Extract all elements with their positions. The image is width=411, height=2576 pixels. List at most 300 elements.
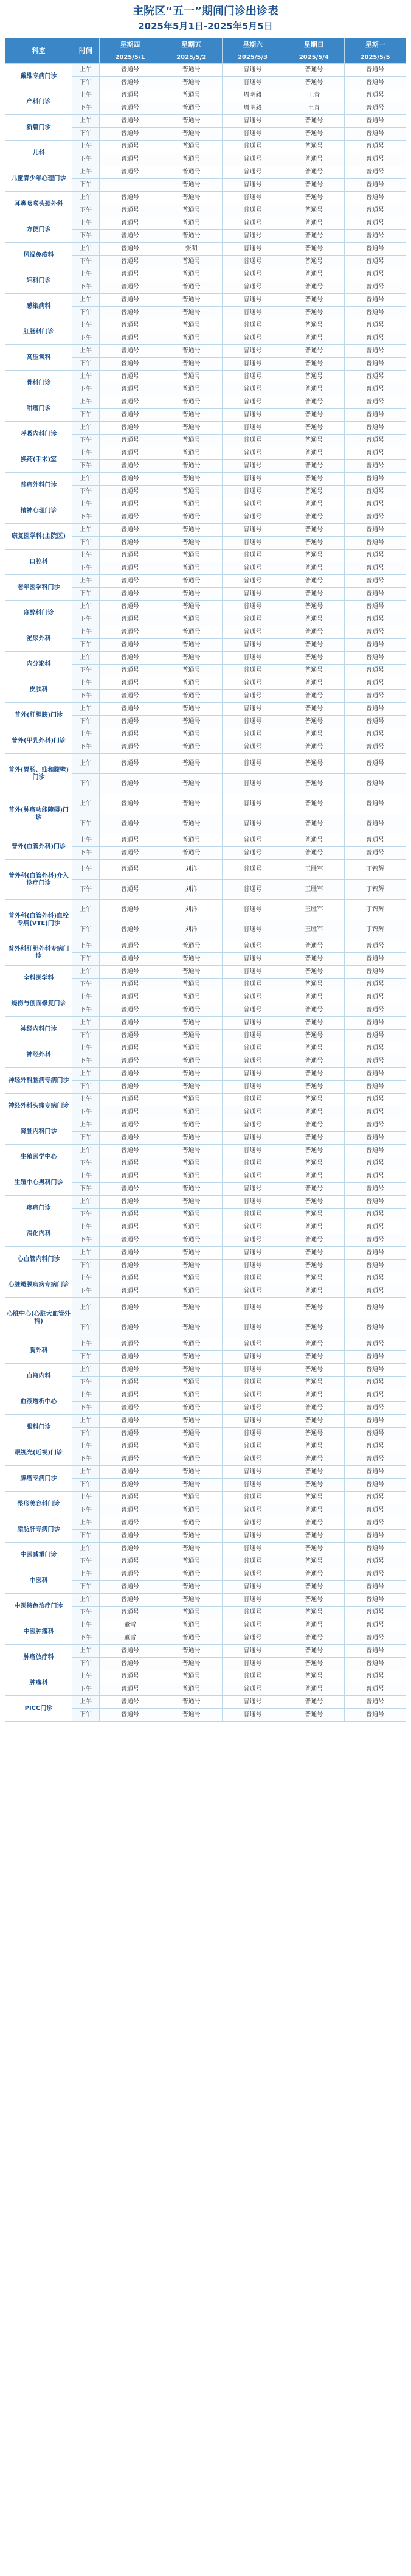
schedule-cell: 普通号 — [345, 473, 406, 486]
schedule-cell: 普通号 — [161, 307, 222, 319]
schedule-cell: 普通号 — [161, 1453, 222, 1466]
time-slot: 上午 — [72, 1594, 100, 1607]
schedule-cell: 普通号 — [283, 409, 345, 422]
schedule-cell: 普通号 — [345, 204, 406, 217]
time-slot: 下午 — [72, 409, 100, 422]
header-day: 星期五 — [161, 38, 222, 52]
time-slot: 下午 — [72, 307, 100, 319]
schedule-cell: 普通号 — [100, 1145, 161, 1157]
schedule-cell: 普通号 — [100, 1234, 161, 1247]
schedule-cell: 普通号 — [345, 1594, 406, 1607]
schedule-cell: 普通号 — [100, 332, 161, 345]
schedule-cell: 普通号 — [161, 728, 222, 741]
schedule-cell: 普通号 — [222, 1017, 283, 1030]
schedule-cell: 普通号 — [161, 1351, 222, 1364]
schedule-cell: 普通号 — [161, 64, 222, 77]
schedule-cell: 普通号 — [222, 1094, 283, 1106]
schedule-cell: 普通号 — [345, 1017, 406, 1030]
schedule-cell: 普通号 — [345, 371, 406, 383]
schedule-cell: 王青 — [283, 89, 345, 102]
schedule-cell: 普通号 — [345, 64, 406, 77]
schedule-cell: 普通号 — [345, 1119, 406, 1132]
schedule-cell: 普通号 — [161, 537, 222, 550]
time-slot: 下午 — [72, 1260, 100, 1272]
table-row — [5, 794, 406, 814]
schedule-cell: 普通号 — [222, 1645, 283, 1658]
schedule-cell: 普通号 — [100, 358, 161, 371]
schedule-cell: 普通号 — [161, 268, 222, 281]
table-row — [5, 550, 406, 562]
schedule-cell: 普通号 — [222, 128, 283, 141]
schedule-cell: 普通号 — [222, 358, 283, 371]
time-slot: 下午 — [72, 486, 100, 498]
department-name: 普外(血管外科)门诊 — [5, 834, 72, 860]
time-slot: 上午 — [72, 166, 100, 179]
time-slot: 下午 — [72, 1683, 100, 1696]
schedule-cell: 普通号 — [222, 1619, 283, 1632]
schedule-cell: 普通号 — [100, 1338, 161, 1351]
table-row — [5, 1338, 406, 1351]
schedule-cell: 普通号 — [283, 332, 345, 345]
schedule-cell: 普通号 — [161, 294, 222, 307]
schedule-cell: 丁锦辉 — [345, 920, 406, 940]
header-dept: 科室 — [5, 38, 72, 64]
time-slot: 下午 — [72, 1504, 100, 1517]
schedule-cell: 张明 — [161, 243, 222, 256]
schedule-cell: 普通号 — [345, 562, 406, 575]
schedule-cell: 普通号 — [161, 1157, 222, 1170]
schedule-cell: 普通号 — [161, 179, 222, 192]
schedule-cell: 普通号 — [222, 1272, 283, 1285]
time-slot: 上午 — [72, 1466, 100, 1479]
schedule-cell: 普通号 — [100, 1658, 161, 1670]
schedule-cell: 普通号 — [100, 396, 161, 409]
time-slot: 上午 — [72, 940, 100, 953]
time-slot: 上午 — [72, 1068, 100, 1081]
time-slot: 上午 — [72, 1170, 100, 1183]
schedule-cell: 普通号 — [222, 940, 283, 953]
schedule-cell: 普通号 — [345, 524, 406, 537]
table-row — [5, 524, 406, 537]
schedule-cell: 普通号 — [222, 1632, 283, 1645]
schedule-cell: 丁锦辉 — [345, 880, 406, 900]
schedule-cell: 普通号 — [161, 1402, 222, 1415]
schedule-cell: 普通号 — [345, 588, 406, 601]
schedule-cell: 刘洋 — [161, 920, 222, 940]
schedule-cell: 普通号 — [100, 1479, 161, 1492]
schedule-cell: 普通号 — [222, 1530, 283, 1543]
table-row — [5, 1619, 406, 1632]
time-slot: 上午 — [72, 1196, 100, 1209]
schedule-cell: 普通号 — [345, 665, 406, 677]
schedule-cell: 普通号 — [100, 1221, 161, 1234]
schedule-cell: 普通号 — [283, 1402, 345, 1415]
time-slot: 上午 — [72, 834, 100, 847]
schedule-cell: 普通号 — [222, 511, 283, 524]
schedule-cell: 普通号 — [345, 1377, 406, 1389]
schedule-cell: 普通号 — [161, 639, 222, 652]
schedule-cell: 普通号 — [345, 1440, 406, 1453]
table-row — [5, 1645, 406, 1658]
schedule-cell: 普通号 — [100, 524, 161, 537]
schedule-cell: 普通号 — [100, 1709, 161, 1722]
header-day: 星期六 — [222, 38, 283, 52]
schedule-cell: 普通号 — [100, 460, 161, 473]
schedule-cell: 普通号 — [161, 1530, 222, 1543]
department-name: 神经外科脑病专病门诊 — [5, 1068, 72, 1094]
schedule-cell: 普通号 — [100, 498, 161, 511]
schedule-cell: 普通号 — [100, 1568, 161, 1581]
schedule-cell: 普通号 — [283, 396, 345, 409]
table-row — [5, 319, 406, 332]
department-name: 中医减重门诊 — [5, 1543, 72, 1568]
table-row — [5, 217, 406, 230]
table-row — [5, 1272, 406, 1285]
page-title: 主院区“五一”期间门诊出诊表 — [133, 5, 278, 18]
schedule-cell: 普通号 — [100, 1017, 161, 1030]
schedule-cell: 普通号 — [100, 550, 161, 562]
schedule-cell: 普通号 — [100, 920, 161, 940]
schedule-cell: 普通号 — [283, 1568, 345, 1581]
schedule-cell: 普通号 — [345, 1581, 406, 1594]
schedule-cell: 普通号 — [283, 814, 345, 834]
table-row — [5, 1042, 406, 1055]
schedule-cell: 普通号 — [100, 1607, 161, 1619]
table-row — [5, 575, 406, 588]
department-name: 整形美容科门诊 — [5, 1492, 72, 1517]
department-name: 心脏瓣膜病病专病门诊 — [5, 1272, 72, 1298]
schedule-cell: 董雪 — [100, 1619, 161, 1632]
schedule-cell: 普通号 — [283, 383, 345, 396]
schedule-cell: 普通号 — [222, 1696, 283, 1709]
table-row — [5, 834, 406, 847]
schedule-cell: 普通号 — [283, 281, 345, 294]
schedule-cell: 普通号 — [345, 1042, 406, 1055]
schedule-cell: 董雪 — [100, 1632, 161, 1645]
table-row — [5, 64, 406, 77]
time-slot: 下午 — [72, 77, 100, 89]
time-slot: 上午 — [72, 1670, 100, 1683]
department-name: 中医科 — [5, 1568, 72, 1594]
table-row — [5, 498, 406, 511]
schedule-cell: 普通号 — [222, 639, 283, 652]
department-name: 肾脏内科门诊 — [5, 1119, 72, 1145]
schedule-cell: 普通号 — [283, 1594, 345, 1607]
schedule-cell: 普通号 — [100, 1094, 161, 1106]
schedule-cell: 普通号 — [283, 991, 345, 1004]
table-row — [5, 728, 406, 741]
schedule-cell: 普通号 — [222, 1683, 283, 1696]
table-row — [5, 1466, 406, 1479]
schedule-cell: 普通号 — [283, 1094, 345, 1106]
schedule-cell: 普通号 — [345, 230, 406, 243]
schedule-cell: 普通号 — [161, 1004, 222, 1017]
time-slot: 上午 — [72, 1338, 100, 1351]
schedule-cell: 普通号 — [283, 1351, 345, 1364]
schedule-cell: 普通号 — [345, 192, 406, 204]
schedule-cell: 普通号 — [283, 1377, 345, 1389]
schedule-cell: 普通号 — [100, 537, 161, 550]
schedule-cell: 普通号 — [222, 1132, 283, 1145]
department-name: 普外(肝胆胰)门诊 — [5, 703, 72, 728]
department-name: 脂肪肝专病门诊 — [5, 1517, 72, 1543]
schedule-cell: 普通号 — [100, 1260, 161, 1272]
time-slot: 下午 — [72, 1632, 100, 1645]
schedule-cell: 普通号 — [222, 562, 283, 575]
schedule-cell: 普通号 — [222, 716, 283, 728]
schedule-cell: 普通号 — [161, 1338, 222, 1351]
schedule-cell: 普通号 — [345, 141, 406, 153]
table-row — [5, 192, 406, 204]
schedule-cell: 普通号 — [345, 1030, 406, 1042]
schedule-cell: 普通号 — [222, 900, 283, 920]
time-slot: 下午 — [72, 1709, 100, 1722]
schedule-cell: 普通号 — [283, 1170, 345, 1183]
schedule-cell: 普通号 — [161, 1106, 222, 1119]
schedule-cell: 普通号 — [161, 665, 222, 677]
table-row — [5, 1196, 406, 1209]
schedule-cell: 普通号 — [345, 626, 406, 639]
department-name: 烧伤与创面修复门诊 — [5, 991, 72, 1017]
schedule-cell: 普通号 — [161, 774, 222, 794]
time-slot: 上午 — [72, 1119, 100, 1132]
schedule-cell: 普通号 — [345, 1055, 406, 1068]
department-name: 感染病科 — [5, 294, 72, 319]
schedule-cell: 普通号 — [100, 953, 161, 966]
schedule-cell: 普通号 — [222, 979, 283, 991]
time-slot: 下午 — [72, 953, 100, 966]
schedule-cell: 普通号 — [283, 217, 345, 230]
schedule-cell: 普通号 — [345, 1517, 406, 1530]
schedule-cell: 普通号 — [100, 422, 161, 435]
schedule-cell: 普通号 — [161, 991, 222, 1004]
schedule-cell: 普通号 — [222, 1030, 283, 1042]
time-slot: 下午 — [72, 1555, 100, 1568]
schedule-cell: 普通号 — [345, 1530, 406, 1543]
schedule-cell: 普通号 — [222, 1081, 283, 1094]
schedule-cell: 普通号 — [222, 460, 283, 473]
schedule-cell: 普通号 — [222, 728, 283, 741]
schedule-cell: 普通号 — [283, 1364, 345, 1377]
schedule-cell: 普通号 — [222, 77, 283, 89]
schedule-cell: 普通号 — [100, 1351, 161, 1364]
schedule-cell: 普通号 — [161, 383, 222, 396]
schedule-cell: 普通号 — [222, 524, 283, 537]
schedule-cell: 普通号 — [161, 814, 222, 834]
schedule-cell: 普通号 — [100, 1004, 161, 1017]
department-name: 生殖医学中心 — [5, 1145, 72, 1170]
schedule-cell: 普通号 — [222, 256, 283, 268]
schedule-cell: 普通号 — [100, 319, 161, 332]
schedule-cell: 普通号 — [161, 1055, 222, 1068]
schedule-cell: 普通号 — [100, 1402, 161, 1415]
schedule-cell: 普通号 — [161, 1094, 222, 1106]
schedule-cell: 普通号 — [161, 498, 222, 511]
department-name: 肛肠科门诊 — [5, 319, 72, 345]
time-slot: 上午 — [72, 860, 100, 880]
schedule-cell: 普通号 — [161, 1247, 222, 1260]
time-slot: 下午 — [72, 1479, 100, 1492]
time-slot: 下午 — [72, 1004, 100, 1017]
time-slot: 上午 — [72, 900, 100, 920]
schedule-cell: 普通号 — [222, 1364, 283, 1377]
schedule-cell: 普通号 — [345, 1415, 406, 1428]
schedule-cell: 普通号 — [222, 1209, 283, 1221]
time-slot: 下午 — [72, 256, 100, 268]
schedule-cell: 普通号 — [345, 511, 406, 524]
schedule-cell: 普通号 — [222, 1318, 283, 1338]
schedule-cell: 普通号 — [345, 383, 406, 396]
schedule-cell: 普通号 — [283, 460, 345, 473]
schedule-cell: 普通号 — [100, 1285, 161, 1298]
schedule-cell: 普通号 — [222, 652, 283, 665]
schedule-cell: 普通号 — [100, 588, 161, 601]
schedule-cell: 普通号 — [161, 703, 222, 716]
table-row — [5, 166, 406, 179]
department-name: 皮肤科 — [5, 677, 72, 703]
schedule-cell: 周明毅 — [222, 89, 283, 102]
time-slot: 下午 — [72, 880, 100, 900]
schedule-cell: 普通号 — [222, 834, 283, 847]
schedule-cell: 普通号 — [283, 358, 345, 371]
schedule-cell: 普通号 — [345, 728, 406, 741]
schedule-cell: 普通号 — [100, 1504, 161, 1517]
time-slot: 上午 — [72, 1389, 100, 1402]
schedule-cell: 普通号 — [345, 447, 406, 460]
table-row — [5, 1696, 406, 1709]
schedule-cell: 普通号 — [345, 774, 406, 794]
department-name: 骨科门诊 — [5, 371, 72, 396]
table-row — [5, 900, 406, 920]
schedule-cell: 普通号 — [283, 1017, 345, 1030]
schedule-cell: 普通号 — [345, 940, 406, 953]
schedule-cell: 普通号 — [345, 1004, 406, 1017]
schedule-cell: 普通号 — [283, 1209, 345, 1221]
time-slot: 上午 — [72, 1364, 100, 1377]
schedule-cell: 普通号 — [222, 498, 283, 511]
schedule-cell: 普通号 — [345, 1619, 406, 1632]
schedule-cell: 普通号 — [345, 1632, 406, 1645]
schedule-cell: 普通号 — [283, 1157, 345, 1170]
schedule-cell: 普通号 — [222, 435, 283, 447]
schedule-cell: 王胜军 — [283, 920, 345, 940]
schedule-cell: 普通号 — [222, 1183, 283, 1196]
schedule-cell: 普通号 — [100, 665, 161, 677]
schedule-cell: 普通号 — [222, 991, 283, 1004]
time-slot: 下午 — [72, 847, 100, 860]
department-name: 儿科 — [5, 141, 72, 166]
schedule-cell: 普通号 — [345, 1645, 406, 1658]
schedule-cell: 普通号 — [283, 1260, 345, 1272]
schedule-cell: 普通号 — [161, 716, 222, 728]
schedule-cell: 普通号 — [222, 1221, 283, 1234]
schedule-cell: 普通号 — [161, 1632, 222, 1645]
header-time: 时间 — [72, 38, 100, 64]
schedule-cell: 普通号 — [283, 1466, 345, 1479]
schedule-cell: 普通号 — [283, 115, 345, 128]
schedule-page — [5, 0, 406, 1725]
schedule-cell: 普通号 — [345, 1504, 406, 1517]
time-slot: 下午 — [72, 511, 100, 524]
schedule-cell: 普通号 — [222, 1658, 283, 1670]
schedule-cell: 普通号 — [222, 1428, 283, 1440]
time-slot: 上午 — [72, 1094, 100, 1106]
time-slot: 上午 — [72, 626, 100, 639]
schedule-cell: 普通号 — [345, 268, 406, 281]
schedule-cell: 普通号 — [222, 794, 283, 814]
department-name: 血液内科 — [5, 1364, 72, 1389]
schedule-cell: 普通号 — [222, 447, 283, 460]
schedule-cell: 普通号 — [100, 677, 161, 690]
schedule-cell: 普通号 — [283, 1440, 345, 1453]
schedule-cell: 普通号 — [283, 1555, 345, 1568]
schedule-cell: 普通号 — [100, 268, 161, 281]
department-name: 全科医学科 — [5, 966, 72, 991]
header-date: 2025/5/3 — [222, 52, 283, 64]
table-row — [5, 1389, 406, 1402]
time-slot: 上午 — [72, 794, 100, 814]
schedule-cell: 普通号 — [283, 774, 345, 794]
schedule-cell: 普通号 — [222, 754, 283, 774]
schedule-cell: 普通号 — [345, 1568, 406, 1581]
department-name: 疼痛门诊 — [5, 1196, 72, 1221]
time-slot: 上午 — [72, 1492, 100, 1504]
schedule-cell: 普通号 — [100, 128, 161, 141]
schedule-cell: 普通号 — [161, 1017, 222, 1030]
schedule-cell: 普通号 — [283, 716, 345, 728]
time-slot: 下午 — [72, 716, 100, 728]
schedule-cell: 普通号 — [161, 562, 222, 575]
table-row — [5, 294, 406, 307]
schedule-cell: 普通号 — [222, 1119, 283, 1132]
schedule-cell: 普通号 — [283, 966, 345, 979]
schedule-cell: 普通号 — [283, 1196, 345, 1209]
department-name: 儿童青少年心理门诊 — [5, 166, 72, 192]
schedule-cell: 普通号 — [283, 371, 345, 383]
schedule-cell: 普通号 — [100, 966, 161, 979]
table-row — [5, 1594, 406, 1607]
schedule-cell: 普通号 — [283, 1581, 345, 1594]
schedule-cell: 普通号 — [345, 1183, 406, 1196]
schedule-cell: 普通号 — [283, 1042, 345, 1055]
schedule-cell: 普通号 — [345, 1157, 406, 1170]
schedule-cell: 普通号 — [345, 77, 406, 89]
schedule-cell: 普通号 — [222, 422, 283, 435]
schedule-cell: 普通号 — [222, 1285, 283, 1298]
schedule-cell: 普通号 — [283, 575, 345, 588]
schedule-cell: 普通号 — [345, 1145, 406, 1157]
schedule-cell: 刘洋 — [161, 860, 222, 880]
schedule-cell: 普通号 — [345, 345, 406, 358]
schedule-cell: 普通号 — [283, 953, 345, 966]
table-header — [5, 38, 406, 64]
schedule-cell: 普通号 — [161, 1619, 222, 1632]
schedule-cell: 普通号 — [345, 1479, 406, 1492]
schedule-cell: 丁锦辉 — [345, 860, 406, 880]
schedule-cell: 普通号 — [283, 794, 345, 814]
schedule-cell: 普通号 — [283, 1221, 345, 1234]
schedule-cell: 普通号 — [161, 1196, 222, 1209]
schedule-cell: 普通号 — [222, 1670, 283, 1683]
schedule-cell: 普通号 — [161, 626, 222, 639]
schedule-cell: 普通号 — [100, 345, 161, 358]
schedule-cell: 普通号 — [161, 1607, 222, 1619]
schedule-cell: 普通号 — [161, 550, 222, 562]
department-name: 泌尿外科 — [5, 626, 72, 652]
time-slot: 上午 — [72, 1440, 100, 1453]
table-row — [5, 1364, 406, 1377]
schedule-cell: 普通号 — [345, 1543, 406, 1555]
